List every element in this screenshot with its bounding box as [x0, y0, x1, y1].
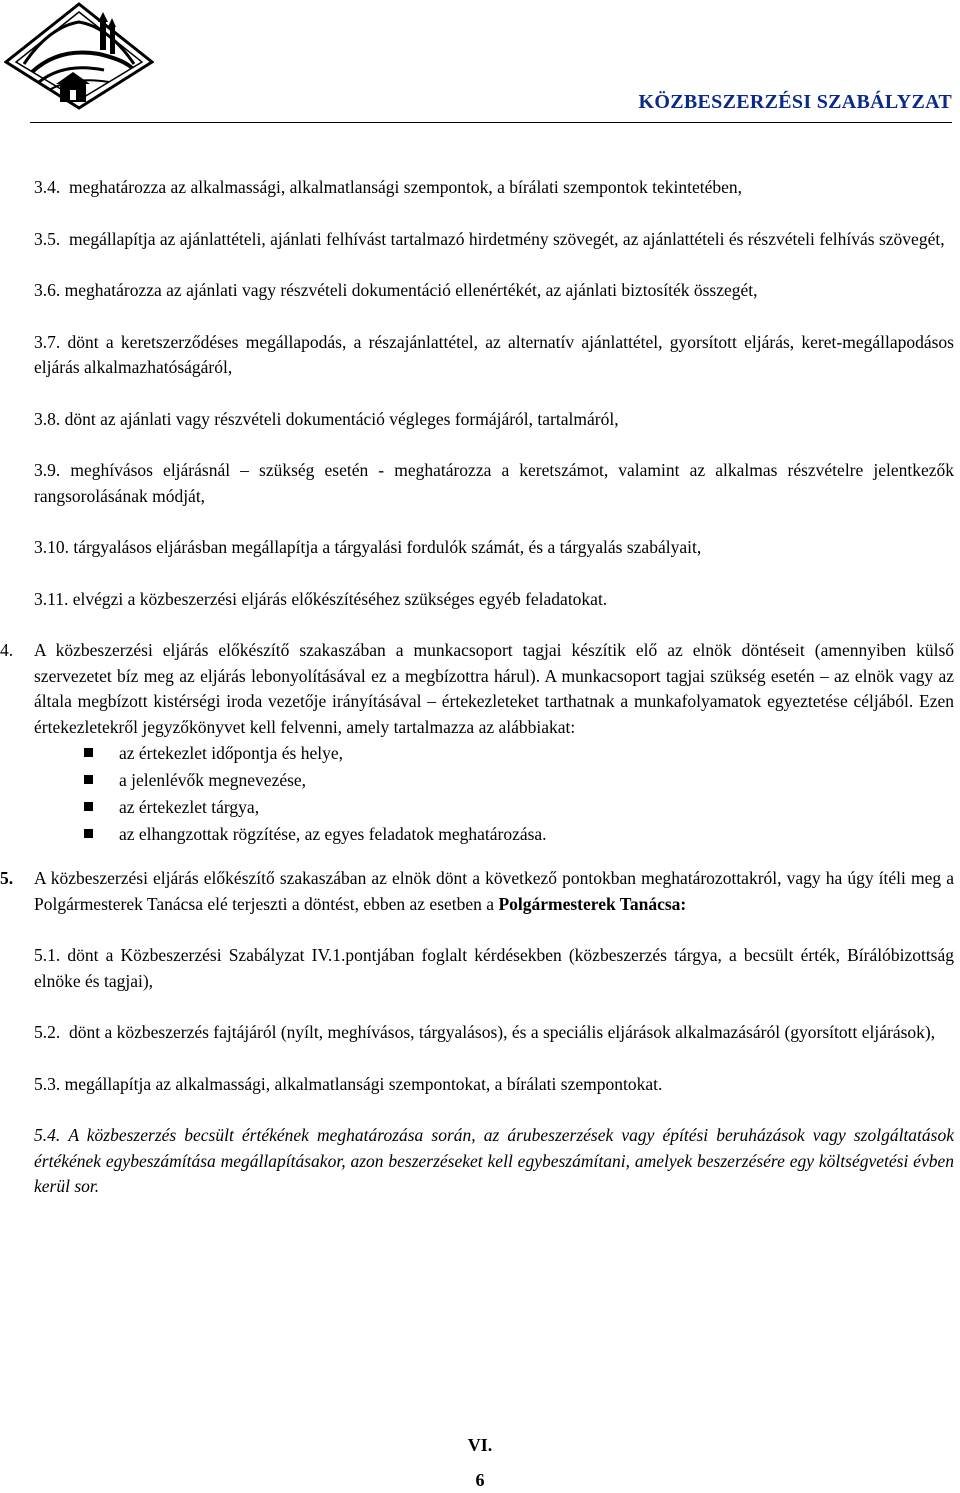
list-item: 5.3. megállapítja az alkalmassági, alkalmatlansági szempontokat, a bírálati szempontokat.	[34, 1073, 663, 1094]
section-4	[0, 638, 954, 848]
next-section-heading: VI.	[467, 1435, 493, 1455]
list-item: 3.8. dönt az ajánlati vagy részvételi dokumentáció végleges formájáról, tartalmáról,	[34, 408, 619, 429]
bullet-item: az elhangzottak rögzítése, az egyes feladatok meghatározása.	[84, 821, 954, 848]
list-item: 3.4. meghatározza az alkalmassági, alkalmatlansági szempontok, a bírálati szempontok tekintetében,	[34, 177, 743, 197]
section-number: 4.	[0, 640, 14, 660]
list-item: 5.2. dönt a közbeszerzés fajtájáról (nyílt, meghívásos, tárgyalásos), és a speciális eljárások alkalmazásáról (gyorsított eljárások),	[34, 1022, 936, 1042]
section-bold-text: Polgármesterek Tanácsa:	[498, 893, 687, 914]
list-item: 3.10. tárgyalásos eljárásban megállapítja a tárgyalási fordulók számát, és a tárgyalás szabályait,	[34, 537, 702, 557]
bullet-item: a jelenlévők megnevezése,	[84, 767, 954, 794]
section-text: A közbeszerzési eljárás előkészítő szakaszában a munkacsoport tagjai készítik elő az elnök döntéseit (amennyiben külső szervezetet bíz meg az eljárás lebonyolításával ez a megbízottra hárul). A munkacsoport tagjai szükség esetén – az elnök vagy az általa megbízott kistérségi iroda vezetője irányításával – értekezleteket tarthatnak a munkafolyamatok egyeztetése céljából. Ezen értekezletekről jegyzőkönyvet kell felvenni, amely tartalmazza az alábbiakat:	[34, 640, 954, 737]
bullet-square-icon	[84, 829, 93, 838]
document-body	[0, 175, 955, 1226]
bullet-square-icon	[84, 802, 93, 811]
bullet-square-icon	[84, 775, 93, 784]
document-header-title: KÖZBESZERZÉSI SZABÁLYZAT	[638, 91, 952, 113]
section-text: A közbeszerzési eljárás előkészítő szakaszában az elnök dönt a következő pontokban meghatározottakról, vagy ha úgy ítéli meg a Polgármesterek Tanácsa elé terjeszti a döntést, ebben az esetben a	[34, 868, 954, 914]
list-item: 3.6. meghatározza az ajánlati vagy részvételi dokumentáció ellenértékét, az ajánlati biztosíték összegét,	[34, 280, 758, 300]
section-5	[0, 866, 954, 917]
list-item: 5.1. dönt a Közbeszerzési Szabályzat IV.1.pontjában foglalt kérdésekben (közbeszerzés tárgya, a becsült érték, Bírálóbizottság elnöke és tagjai),	[34, 945, 955, 991]
logo-icon	[4, 2, 154, 110]
section-number: 5.	[0, 868, 14, 888]
list-item: 3.5. megállapítja az ajánlattételi, ajánlati felhívást tartalmazó hirdetmény szövegét, az ajánlattételi és részvételi felhívás szövegét,	[34, 228, 945, 249]
list-item: 5.4. A közbeszerzés becsült értékének meghatározása során, az árubeszerzések vagy építési beruházások vagy szolgáltatások értékének egybeszámítása megállapításakor, azon beszerzéseket kell egybeszámítani, amelyek beszerzésére egy költségvetési évben kerül sor.	[34, 1125, 954, 1196]
page-number: 6	[475, 1470, 485, 1490]
bullet-list	[34, 740, 954, 848]
list-item: 3.7. dönt a keretszerződéses megállapodás, a részajánlattétel, az alternatív ajánlattétel, gyorsított eljárás, keret-megállapodásos eljárás alkalmazhatóságáról,	[34, 331, 954, 377]
bullet-item: az értekezlet időpontja és helye,	[84, 740, 954, 767]
list-item: 3.9. meghívásos eljárásnál – szükség esetén - meghatározza a keretszámot, valamint az alkalmas részvételre jelentkezők rangsorolásának módját,	[34, 460, 955, 506]
list-item: 3.11. elvégzi a közbeszerzési eljárás előkészítéséhez szükséges egyéb feladatokat.	[34, 588, 608, 609]
bullet-square-icon	[84, 748, 93, 757]
header-divider	[30, 122, 952, 123]
bullet-item: az értekezlet tárgya,	[84, 794, 954, 821]
